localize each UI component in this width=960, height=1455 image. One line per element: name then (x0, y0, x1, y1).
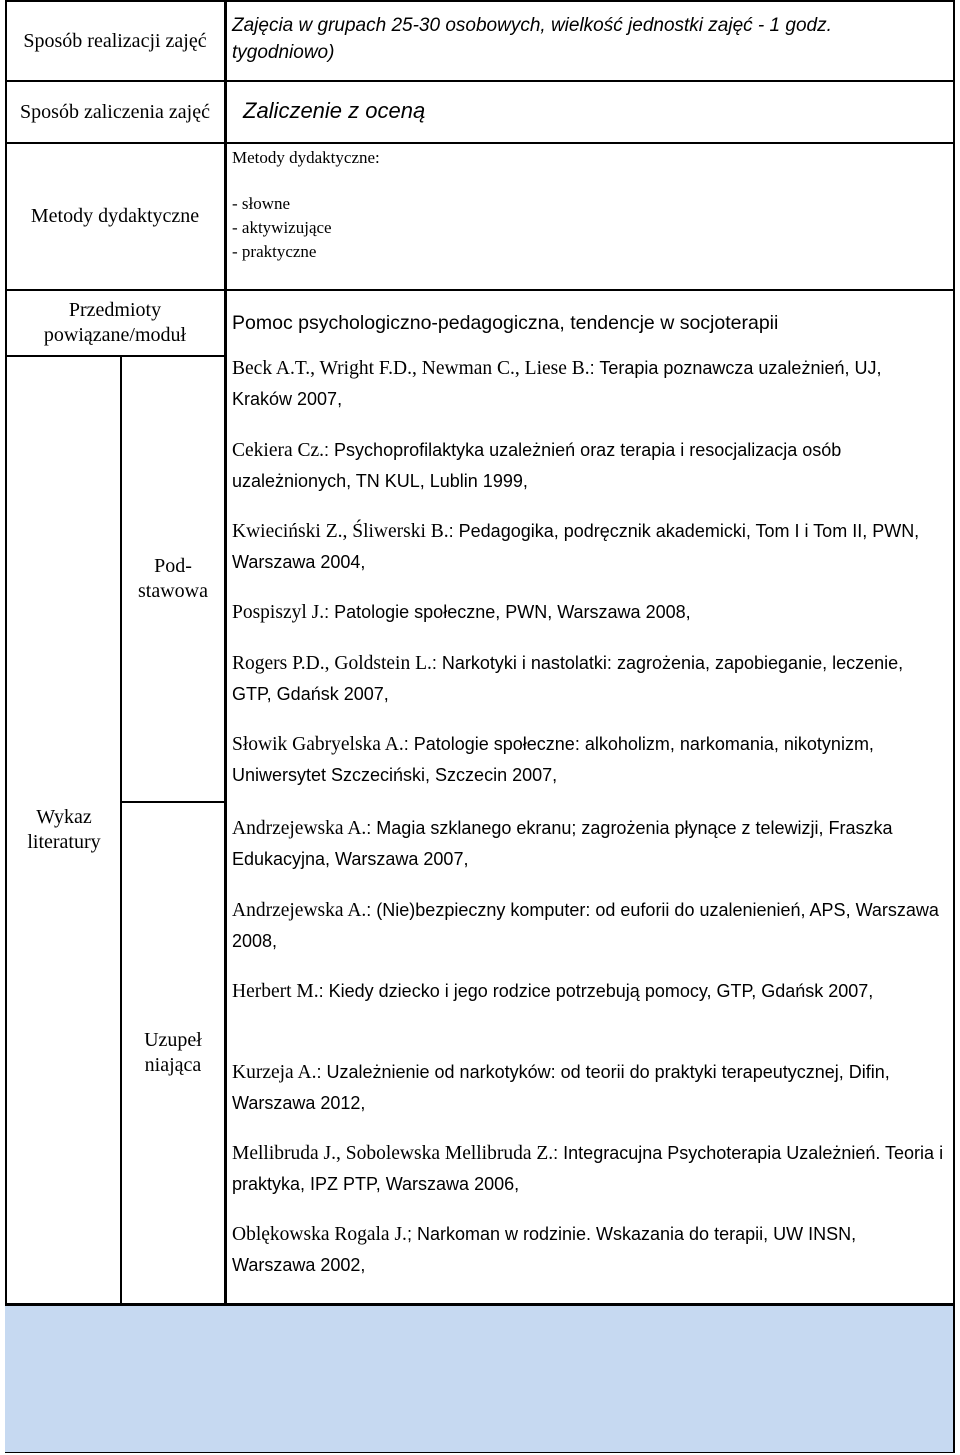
metody-item: - praktyczne (232, 242, 317, 261)
literatura-label: Wykaz literatury (27, 806, 101, 853)
metody-label: Metody dydaktyczne (30, 205, 200, 227)
realizacja-value: Zajęcia w grupach 25-30 osobowych, wielkość jednostki zajęć - 1 godz. tygodniowo) (232, 15, 832, 63)
book-entry (232, 1219, 944, 1281)
book-entry (232, 648, 944, 710)
book-details: : Terapia poznawcza uzależnień, UJ, Kraków 2007, (232, 358, 882, 409)
book-details: ; Narkoman w rodzinie. Wskazania do terapii, UW INSN, Warszawa 2002, (232, 1224, 857, 1275)
shaded-row (5, 1306, 953, 1452)
book-entry (232, 1057, 944, 1119)
book-entry (232, 516, 944, 578)
book-author: Andrzejewska A. (232, 900, 367, 921)
table-border-top (5, 0, 955, 2)
metody-heading: Metody dydaktyczne: (232, 148, 380, 167)
table-border-right (953, 0, 955, 1453)
book-author: Pospiszyl J. (232, 602, 325, 623)
book-details: : Patologie społeczne: alkoholizm, narkomania, nikotynizm, Uniwersytet Szczeciński, Szczecin 2007, (232, 734, 874, 785)
book-entry (232, 435, 944, 497)
table-border-left (5, 0, 7, 1453)
book-details: : Psychoprofilaktyka uzależnień oraz terapia i resocjalizacja osób uzależnionych, TN KUL, Lublin 1999, (232, 440, 842, 491)
realizacja-label: Sposób realizacji zajęć (23, 29, 207, 52)
book-entry (232, 976, 944, 1007)
book-details: : Uzależnienie od narkotyków: od teorii do praktyki terapeutycznej, Difin, Warszawa 2012, (232, 1062, 890, 1113)
book-details: : Kiedy dziecko i jego rodzice potrzebują pomocy, GTP, Gdańsk 2007, (318, 981, 874, 1001)
book-details: : (Nie)bezpieczny komputer: od euforii do uzalenienień, APS, Warszawa 2008, (232, 900, 939, 951)
book-entry (232, 597, 944, 628)
przedmioty-label: Przedmioty powiązane/moduł (43, 299, 187, 346)
book-details: : Magia szklanego ekranu; zagrożenia płynące z telewizji, Fraszka Edukacyjna, Warszawa 2007, (232, 818, 893, 869)
book-author: Herbert M. (232, 981, 319, 1002)
book-details: : Patologie społeczne, PWN, Warszawa 2008, (324, 602, 691, 622)
metody-item: - aktywizujące (232, 218, 332, 237)
metody-item: - słowne (232, 194, 291, 213)
podstawowa-label: Pod- stawowa (138, 555, 208, 602)
column-divider (224, 0, 227, 1305)
book-author: Mellibruda J., Sobolewska Mellibruda Z. (232, 1143, 554, 1164)
book-entry (232, 813, 944, 875)
book-entry (232, 895, 944, 957)
book-author: Słowik Gabryelska A. (232, 734, 404, 755)
book-author: Kwieciński Z., Śliwerski B. (232, 521, 449, 542)
przedmioty-value: Pomoc psychologiczno-pedagogiczna, tendencje w socjoterapii (232, 312, 779, 334)
book-details: : Integracujna Psychoterapia Uzależnień. Teoria i praktyka, IPZ PTP, Warszawa 2006, (232, 1143, 944, 1194)
book-entry (232, 729, 944, 791)
book-author: Rogers P.D., Goldstein L. (232, 653, 432, 674)
metody-content (232, 146, 380, 264)
book-author: Kurzeja A. (232, 1062, 317, 1083)
book-details: : Pedagogika, podręcznik akademicki, Tom I i Tom II, PWN, Warszawa 2004, (232, 521, 920, 572)
book-entry (232, 1138, 944, 1200)
zaliczenie-label: Sposób zaliczenia zajęć (20, 100, 210, 123)
book-entry (232, 353, 944, 415)
book-author: Oblękowska Rogala J. (232, 1224, 407, 1245)
uzupelniajaca-label: Uzupeł niająca (144, 1029, 202, 1076)
book-author: Andrzejewska A. (232, 818, 367, 839)
book-author: Beck A.T., Wright F.D., Newman C., Liese B. (232, 358, 590, 379)
book-details: : Narkotyki i nastolatki: zagrożenia, zapobieganie, leczenie, GTP, Gdańsk 2007, (232, 653, 904, 704)
book-author: Cekiera Cz. (232, 440, 325, 461)
zaliczenie-value: Zaliczenie z oceną (243, 98, 426, 123)
